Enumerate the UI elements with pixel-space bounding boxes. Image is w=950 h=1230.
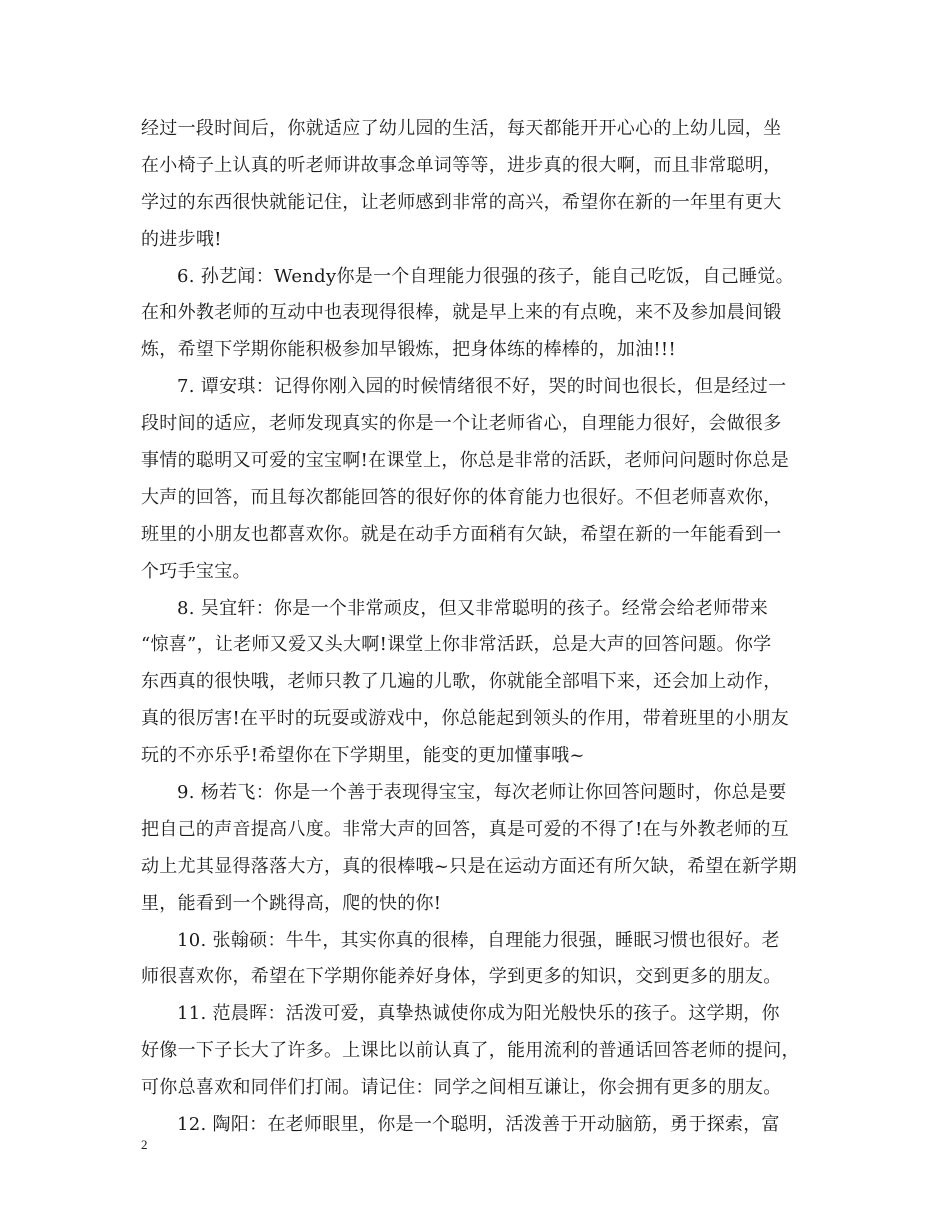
text-line: 师很喜欢你，希望在下学期你能养好身体，学到更多的知识，交到更多的朋友。 — [141, 966, 782, 988]
text-line: 大声的回答，而且每次都能回答的很好你的体育能力也很好。不但老师喜欢你， — [141, 486, 782, 508]
text-line: 事情的聪明又可爱的宝宝啊!在课堂上，你总是非常的活跃，老师问问题时你总是 — [141, 450, 790, 472]
text-line: 个巧手宝宝。 — [141, 560, 251, 582]
text-line: 把自己的声音提高八度。非常大声的回答，真是可爱的不得了!在与外教老师的互 — [141, 818, 790, 840]
text-line: 玩的不亦乐乎!希望你在下学期里，能变的更加懂事哦~ — [141, 745, 585, 767]
text-line: 10. 张翰硕：牛牛，其实你真的很棒，自理能力很强，睡眠习惯也很好。老 — [177, 929, 780, 951]
text-line: 7. 谭安琪：记得你刚入园的时候情绪很不好，哭的时间也很长，但是经过一 — [177, 376, 787, 398]
text-line: 班里的小朋友也都喜欢你。就是在动手方面稍有欠缺，希望在新的一年能看到一 — [141, 523, 782, 545]
body-text — [141, 111, 813, 1144]
text-line: 里，能看到一个跳得高，爬的快的你! — [141, 892, 442, 914]
text-line: 12. 陶阳：在老师眼里，你是一个聪明，活泼善于开动脑筋，勇于探索，富 — [177, 1114, 780, 1136]
text-line: 9. 杨若飞：你是一个善于表现得宝宝，每次老师让你回答问题时，你总是要 — [177, 782, 787, 804]
text-line: 经过一段时间后，你就适应了幼儿园的生活，每天都能开开心心的上幼儿园，坐 — [141, 118, 782, 139]
text-line: 好像一下子长大了许多。上课比以前认真了，能用流利的普通话回答老师的提问， — [141, 1040, 800, 1062]
text-line: 在小椅子上认真的听老师讲故事念单词等等，进步真的很大啊，而且非常聪明， — [141, 154, 782, 176]
text-line: 8. 吴宜轩：你是一个非常顽皮，但又非常聪明的孩子。经常会给老师带来 — [177, 597, 769, 619]
text-line: 真的很厉害!在平时的玩耍或游戏中，你总能起到领头的作用，带着班里的小朋友 — [141, 708, 790, 730]
text-line: 的进步哦! — [141, 228, 222, 250]
text-line: “惊喜”，让老师又爱又头大啊!课堂上你非常活跃，总是大声的回答问题。你学 — [141, 634, 772, 656]
text-line: 炼，希望下学期你能积极参加早锻炼，把身体练的棒棒的，加油!!! — [141, 339, 676, 361]
page-number: 2 — [141, 1137, 148, 1152]
text-line: 段时间的适应，老师发现真实的你是一个让老师省心，自理能力很好，会做很多 — [141, 413, 782, 435]
text-line: 动上尤其显得落落大方，真的很棒哦~只是在运动方面还有所欠缺，希望在新学期 — [141, 855, 797, 877]
text-line: 东西真的很快哦，老师只教了几遍的儿歌，你就能全部唱下来，还会加上动作， — [141, 671, 782, 693]
text-line: 在和外教老师的互动中也表现得很棒，就是早上来的有点晚，来不及参加晨间锻 — [141, 302, 782, 324]
text-line: 11. 范晨晖：活泼可爱，真挚热诚使你成为阳光般快乐的孩子。这学期，你 — [177, 1003, 780, 1025]
text-line: 可你总喜欢和同伴们打闹。请记住：同学之间相互谦让，你会拥有更多的朋友。 — [141, 1077, 782, 1099]
text-line: 学过的东西很快就能记住，让老师感到非常的高兴，希望你在新的一年里有更大 — [141, 191, 782, 213]
text-line: 6. 孙艺闻：Wendy你是一个自理能力很强的孩子，能自己吃饭，自己睡觉。 — [177, 265, 794, 287]
